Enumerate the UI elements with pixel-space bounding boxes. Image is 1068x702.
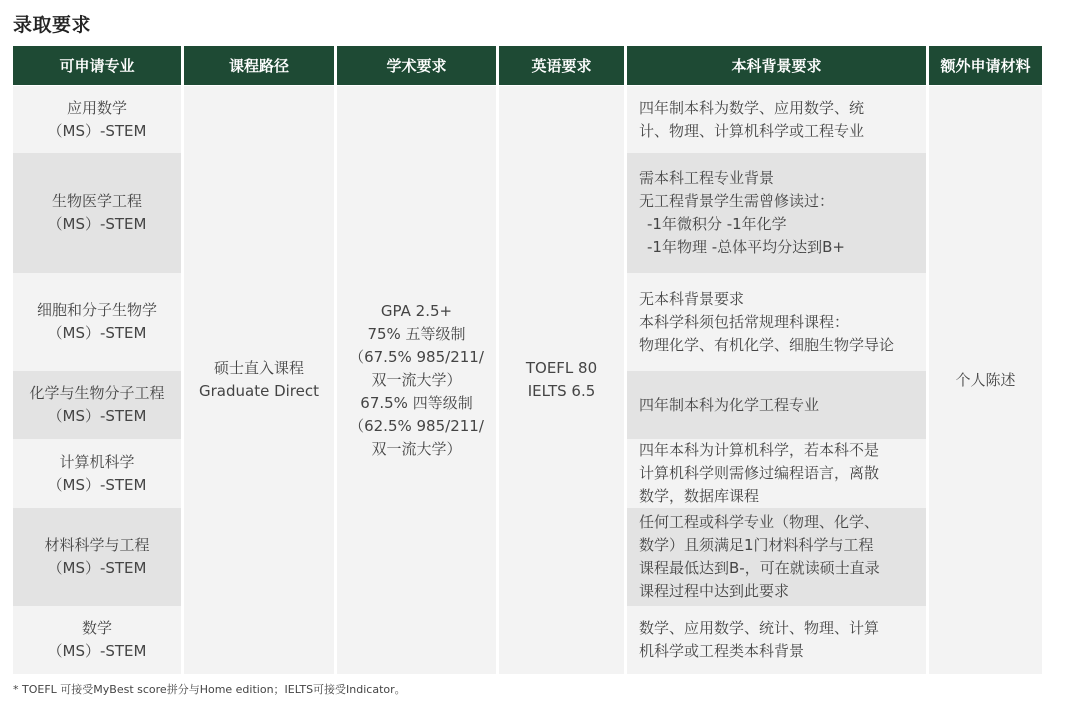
extra-materials-cell: 个人陈述 xyxy=(929,86,1042,674)
major-cell: 材料科学与工程 （MS）-STEM xyxy=(13,508,181,606)
pathway-cell: 硕士直入课程 Graduate Direct xyxy=(184,86,334,674)
background-cell: 四年制本科为数学、应用数学、统 计、物理、计算机科学或工程专业 xyxy=(627,86,926,153)
header-extra-materials: 额外申请材料 xyxy=(929,46,1042,86)
major-cell: 计算机科学 （MS）-STEM xyxy=(13,439,181,508)
header-academic: 学术要求 xyxy=(337,46,496,86)
header-english: 英语要求 xyxy=(499,46,624,86)
academic-cell: GPA 2.5+ 75% 五等级制 （67.5% 985/211/ 双一流大学） 67.5% 四等级制 （62.5% 985/211/ 双一流大学） xyxy=(337,86,496,674)
background-cell: 任何工程或科学专业（物理、化学、 数学）且须满足1门材料科学与工程 课程最低达到B-，可在就读硕士直录 课程过程中达到此要求 xyxy=(627,508,926,606)
admission-requirements-table xyxy=(10,46,1045,674)
section-title: 录取要求 xyxy=(13,14,92,36)
table-row xyxy=(13,86,1042,153)
major-cell: 化学与生物分子工程 （MS）-STEM xyxy=(13,371,181,439)
english-cell: TOEFL 80 IELTS 6.5 xyxy=(499,86,624,674)
major-cell: 细胞和分子生物学 （MS）-STEM xyxy=(13,273,181,371)
header-background: 本科背景要求 xyxy=(627,46,926,86)
major-cell: 应用数学 （MS）-STEM xyxy=(13,86,181,153)
background-cell: 数学、应用数学、统计、物理、计算 机科学或工程类本科背景 xyxy=(627,606,926,674)
background-cell: 需本科工程专业背景 无工程背景学生需曾修读过： -1年微积分 -1年化学 -1年物理 -总体平均分达到B+ xyxy=(627,153,926,273)
background-cell: 四年本科为计算机科学，若本科不是 计算机科学则需修过编程语言，离散 数学，数据库课程 xyxy=(627,439,926,508)
background-cell: 四年制本科为化学工程专业 xyxy=(627,371,926,439)
background-cell: 无本科背景要求 本科学科须包括常规理科课程： 物理化学、有机化学、细胞生物学导论 xyxy=(627,273,926,371)
header-major: 可申请专业 xyxy=(13,46,181,86)
header-pathway: 课程路径 xyxy=(184,46,334,86)
footnote: * TOEFL 可接受MyBest score拼分与Home edition；IELTS可接受Indicator。 xyxy=(13,683,406,696)
table-header-row xyxy=(13,46,1042,86)
major-cell: 数学 （MS）-STEM xyxy=(13,606,181,674)
major-cell: 生物医学工程 （MS）-STEM xyxy=(13,153,181,273)
